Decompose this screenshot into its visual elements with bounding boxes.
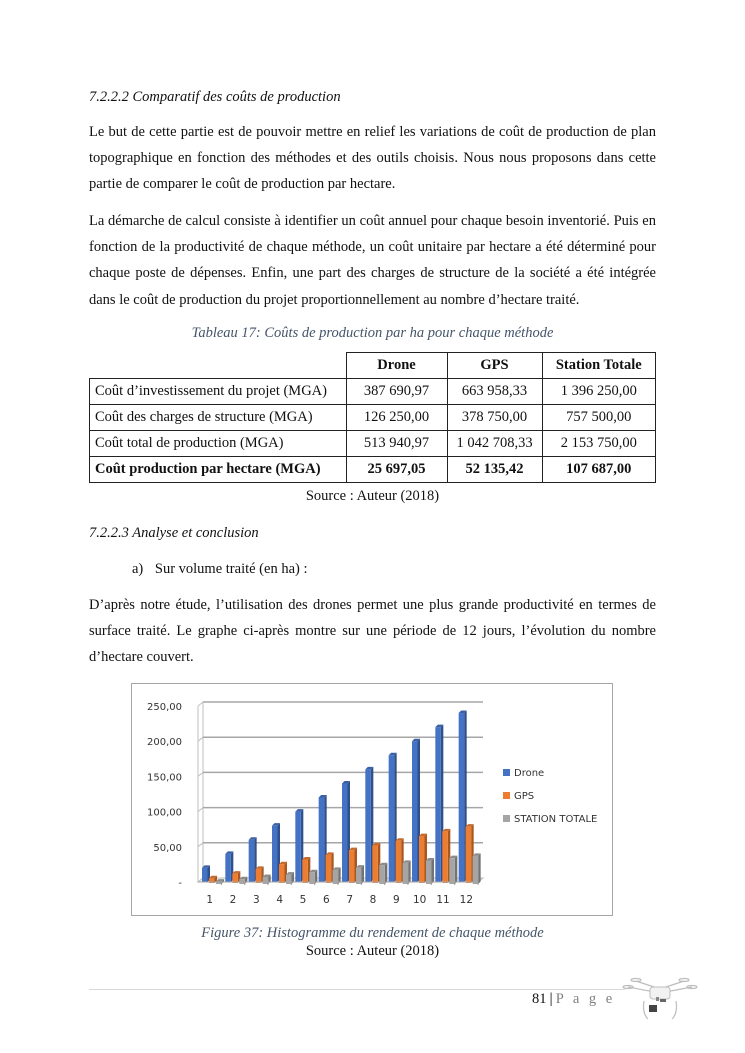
legend-swatch-gps [503, 792, 510, 799]
cell-gps: 1 042 708,33 [447, 431, 542, 457]
x-tick-label: 3 [252, 894, 260, 906]
row-label: Coût production par hectare (MGA) [90, 457, 347, 483]
y-tick-label: - [178, 878, 182, 889]
cost-table [89, 352, 656, 483]
table-header-row [90, 353, 656, 379]
gridline-side [198, 843, 203, 847]
bar-side [432, 858, 435, 884]
x-tick-label: 10 [412, 894, 427, 906]
y-tick-label: 200,00 [147, 737, 182, 749]
bar-gps [279, 864, 285, 883]
page-number [532, 991, 615, 1008]
section-heading-analyse: 7.2.2.3 Analyse et conclusion [89, 525, 259, 541]
cell-gps: 663 958,33 [447, 379, 542, 405]
cell-station-totale: 1 396 250,00 [542, 379, 656, 405]
table-caption: Tableau 17: Coûts de production par ha pour chaque méthode [191, 325, 554, 341]
gridline-side [198, 737, 203, 741]
bar-drone [435, 727, 441, 882]
cell-drone: 387 690,97 [346, 379, 447, 405]
table-corner-cell [90, 353, 347, 379]
legend-label: Drone [514, 768, 545, 779]
cell-drone: 126 250,00 [346, 405, 447, 431]
table-row-total-per-hectare [90, 457, 656, 483]
paragraph-intro: Le but de cette partie est de pouvoir mettre en relief les variations de coût de production de plan topographique en fonction des méthodes et des outils choisis. Nous nous proposons dans cette partie de comparer le coût de production par hectare. [89, 124, 656, 193]
x-tick-label: 9 [392, 894, 400, 906]
bar-gps [302, 860, 308, 883]
bar-side [362, 865, 365, 884]
page-separator: | [549, 991, 553, 1007]
chart-frame [131, 683, 613, 916]
figure-source: Source : Auteur (2018) [305, 943, 440, 959]
page-label: P a g e [555, 991, 616, 1007]
bar-drone [459, 713, 465, 882]
bar-gps [466, 827, 472, 883]
legend-label: GPS [514, 791, 535, 802]
row-label: Coût des charges de structure (MGA) [90, 405, 347, 431]
bar-station-totale [426, 861, 432, 884]
x-tick-label: 4 [276, 894, 284, 906]
bar-station-totale [263, 877, 269, 884]
bar-side [455, 856, 458, 884]
paragraph-methodology: La démarche de calcul consiste à identifier un coût annuel pour chaque besoin inventorié. Puis en fonction de la productivité de chaque méthode, un coût unitaire par hectare a été déterminé pour chaque poste de dépenses. Enfin, une part des charges de structure de la société a été intégrée dans le coût de production du projet proportionnellement au nombre d’hectare traité. [89, 213, 656, 308]
x-tick-label: 2 [229, 894, 237, 906]
bar-side [408, 860, 411, 884]
x-tick-label: 6 [322, 894, 330, 906]
bar-station-totale [473, 856, 479, 884]
x-tick-label: 5 [299, 894, 307, 906]
bar-gps [349, 850, 355, 883]
bar-station-totale [449, 858, 455, 884]
list-marker: a) [132, 561, 144, 577]
cell-station-totale: 2 153 750,00 [542, 431, 656, 457]
bar-gps [256, 869, 262, 883]
x-tick-label: 7 [346, 894, 354, 906]
bar-drone [412, 741, 418, 882]
cell-station-totale: 107 687,00 [542, 457, 656, 483]
table-header-station-totale: Station Totale [542, 353, 656, 379]
x-tick-label: 1 [206, 894, 214, 906]
bar-gps [372, 845, 378, 883]
bar-station-totale [379, 865, 385, 884]
table-row [90, 379, 656, 405]
legend-swatch-station-totale [503, 815, 510, 822]
legend-swatch-drone [503, 769, 510, 776]
table-header-drone: Drone [346, 353, 447, 379]
list-item-text: Sur volume traité (en ha) : [154, 561, 308, 577]
bar-drone [342, 783, 348, 882]
bar-drone [225, 854, 231, 882]
bar-side [385, 863, 388, 884]
table-row [90, 405, 656, 431]
legend-label: STATION TOTALE [514, 814, 598, 825]
y-tick-label: 100,00 [147, 807, 182, 819]
figure-caption: Figure 37: Histogramme du rendement de chaque méthode [201, 925, 544, 941]
gridline-side [198, 702, 203, 706]
bar-chart [132, 684, 612, 915]
bar-drone [389, 755, 395, 882]
y-tick-label: 250,00 [147, 702, 182, 713]
bar-drone [272, 826, 278, 882]
paragraph-analysis: D’après notre étude, l’utilisation des drones permet une plus grande productivité en termes de surface traité. Le graphe ci-après montre sur une période de 12 jours, l’évolution du nombre d’hectare couvert. [89, 597, 656, 666]
x-tick-label: 8 [369, 894, 377, 906]
cell-drone: 25 697,05 [346, 457, 447, 483]
section-heading-comparatif: 7.2.2.2 Comparatif des coûts de production [89, 89, 341, 105]
bar-drone [295, 812, 301, 882]
y-tick-label: 50,00 [153, 842, 182, 854]
cell-gps: 378 750,00 [447, 405, 542, 431]
table-row [90, 431, 656, 457]
footer-divider [89, 989, 625, 990]
bar-gps [326, 855, 332, 883]
table-source: Source : Auteur (2018) [305, 488, 440, 504]
bar-drone [365, 769, 371, 882]
bar-drone [249, 840, 255, 882]
gridline-side [198, 772, 203, 776]
bar-drone [319, 798, 325, 882]
page-number-value: 81 [532, 991, 547, 1007]
x-tick-label: 11 [436, 894, 450, 906]
table-header-gps: GPS [447, 353, 542, 379]
gridline-side [198, 808, 203, 812]
cell-gps: 52 135,42 [447, 457, 542, 483]
drone-logo-icon [622, 973, 698, 1025]
row-label: Coût d’investissement du projet (MGA) [90, 379, 347, 405]
bar-gps [419, 836, 425, 883]
list-item-volume [132, 561, 308, 578]
row-label: Coût total de production (MGA) [90, 431, 347, 457]
bar-gps [442, 831, 448, 883]
bar-drone [202, 868, 208, 882]
cell-station-totale: 757 500,00 [542, 405, 656, 431]
bar-station-totale [403, 863, 409, 884]
bar-station-totale [286, 875, 292, 884]
y-tick-label: 150,00 [147, 772, 182, 784]
bar-side [478, 853, 481, 884]
x-tick-label: 12 [459, 894, 474, 906]
cell-drone: 513 940,97 [346, 431, 447, 457]
bar-gps [396, 841, 402, 883]
